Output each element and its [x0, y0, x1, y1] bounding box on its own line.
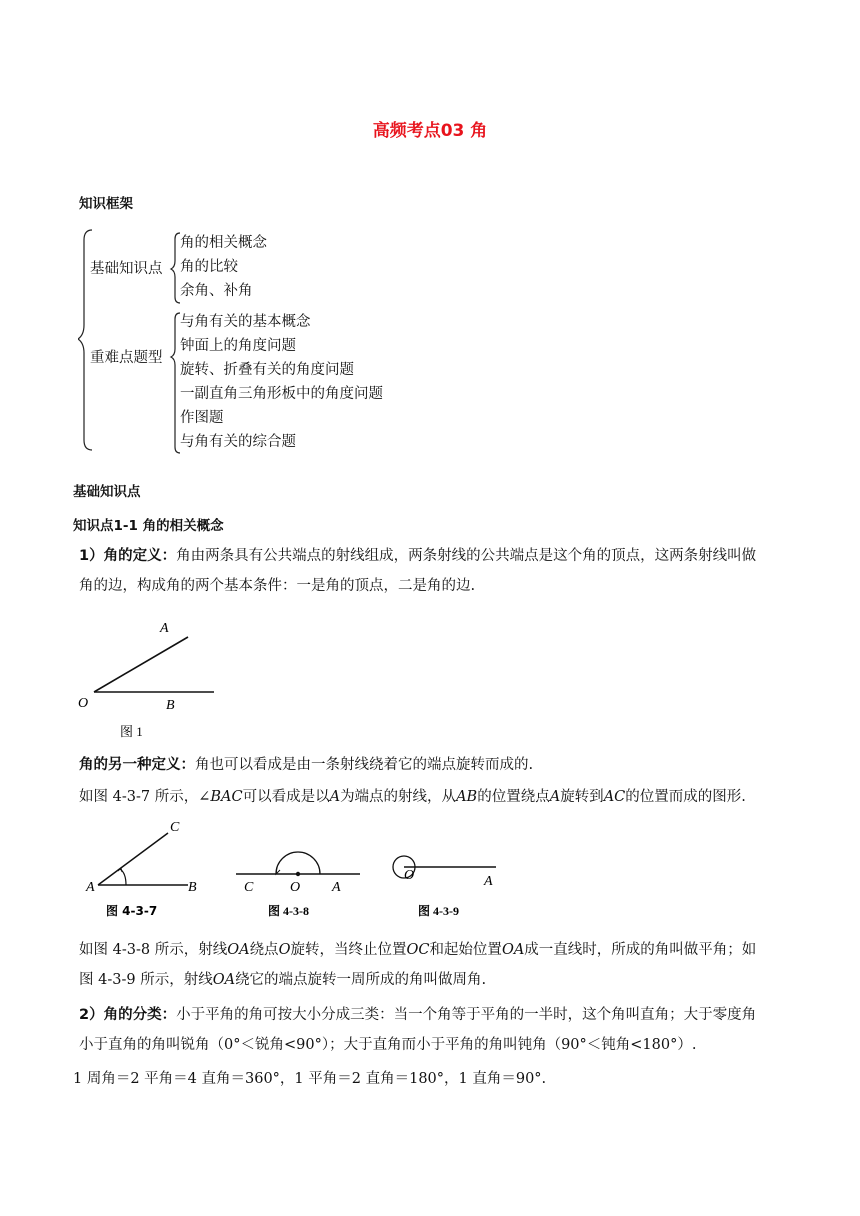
definition-lead: 1）角的定义： [79, 548, 177, 564]
f437-label-b: B [188, 880, 197, 895]
text: 绕点 [249, 942, 279, 958]
text: 的位置而成的图形. [625, 789, 746, 805]
classification-lead: 2）角的分类： [79, 1007, 177, 1023]
f437-label-c: C [170, 820, 180, 835]
knowledge-point-heading: 知识点1-1 角的相关概念 [73, 518, 224, 534]
f437-label-a: A [86, 880, 95, 895]
text: 如图 4-3-8 所示，射线 [79, 942, 228, 958]
text: 旋转，当终止位置 [290, 942, 407, 958]
classification-text: 小于平角的角可按大小分成三类：当一个角等于平角的一半时，这个角叫直角；大于零度角 [176, 1007, 757, 1023]
f438-caption: 图 4-3-8 [268, 904, 309, 918]
classification-text-cont: 小于直角的角叫锐角（0°＜锐角<90°）；大于直角而小于平角的角叫钝角（90°＜钝角<180°）. [79, 1037, 697, 1053]
text: 绕它的端点旋转一周所成的角叫做周角. [235, 972, 487, 988]
angle-symbol: ∠BAC [198, 789, 243, 805]
tree-group2-items [180, 310, 383, 454]
text: 旋转到 [560, 789, 604, 805]
tree-item: 一副直角三角形板中的角度问题 [180, 386, 383, 402]
fig1-label-b: B [166, 698, 175, 713]
text: 图 4-3-9 所示，射线 [79, 972, 213, 988]
definition-text-cont: 角的边，构成角的两个基本条件：一是角的顶点，二是角的边. [79, 578, 476, 594]
text: 可以看成是以 [242, 789, 330, 805]
fig1-label-a: A [160, 621, 169, 636]
paragraph-fig437 [79, 782, 799, 812]
alt-definition-lead: 角的另一种定义： [79, 757, 195, 773]
f437-caption: 图 4-3-7 [106, 904, 158, 918]
point-label: A [329, 789, 341, 805]
framework-heading: 知识框架 [79, 196, 133, 212]
f438-label-c: C [244, 880, 254, 895]
tree-group1-label: 基础知识点 [90, 261, 163, 277]
fig1-caption: 图 1 [120, 724, 143, 739]
f438-label-o: O [290, 880, 301, 895]
text: 的位置绕点 [477, 789, 550, 805]
ray-label: OA [227, 942, 250, 958]
tree-group1-items [180, 231, 267, 303]
f438-label-a: A [332, 880, 341, 895]
paragraph-classification [79, 1000, 799, 1060]
tree-group2-label: 重难点题型 [90, 350, 163, 366]
segment-label: AC [603, 789, 626, 805]
point-label: O [278, 942, 291, 958]
paragraph-flat-full-angle [79, 935, 799, 995]
tree-item: 钟面上的角度问题 [180, 338, 296, 354]
text: 如图 4-3-7 所示， [79, 789, 199, 805]
basics-heading: 基础知识点 [73, 484, 141, 500]
fig1-label-o: O [78, 696, 89, 711]
tree-item: 作图题 [180, 410, 224, 426]
tree-item: 角的相关概念 [180, 235, 267, 251]
tree-item: 余角、补角 [180, 283, 253, 299]
figures-rotation [78, 815, 508, 925]
point-label: A [549, 789, 561, 805]
f439-label-o: O [404, 868, 415, 883]
text: 为端点的射线，从 [340, 789, 457, 805]
paragraph-alt-definition [79, 750, 799, 780]
f439-label-a: A [484, 874, 493, 889]
ray-label: OC [406, 942, 430, 958]
figure-1 [72, 612, 232, 742]
paragraph-angle-relations: 1 周角＝2 平角＝4 直角＝360°，1 平角＝2 直角＝180°，1 直角＝90°. [73, 1071, 547, 1087]
text: 成一直线时，所成的角叫做平角；如 [524, 942, 757, 958]
ray-label: OA [501, 942, 525, 958]
ray-label: OA [212, 972, 236, 988]
tree-item: 角的比较 [180, 259, 238, 275]
page-title: 高频考点03 角 [372, 121, 488, 141]
f439-caption: 图 4-3-9 [418, 904, 459, 918]
tree-item: 与角有关的综合题 [180, 434, 296, 450]
tree-item: 旋转、折叠有关的角度问题 [180, 362, 354, 378]
alt-definition-text: 角也可以看成是由一条射线绕着它的端点旋转而成的. [195, 757, 534, 773]
paragraph-definition [79, 541, 799, 601]
definition-text: 角由两条具有公共端点的射线组成，两条射线的公共端点是这个角的顶点，这两条射线叫做 [176, 548, 757, 564]
text: 和起始位置 [429, 942, 502, 958]
tree-item: 与角有关的基本概念 [180, 314, 311, 330]
segment-label: AB [456, 789, 478, 805]
